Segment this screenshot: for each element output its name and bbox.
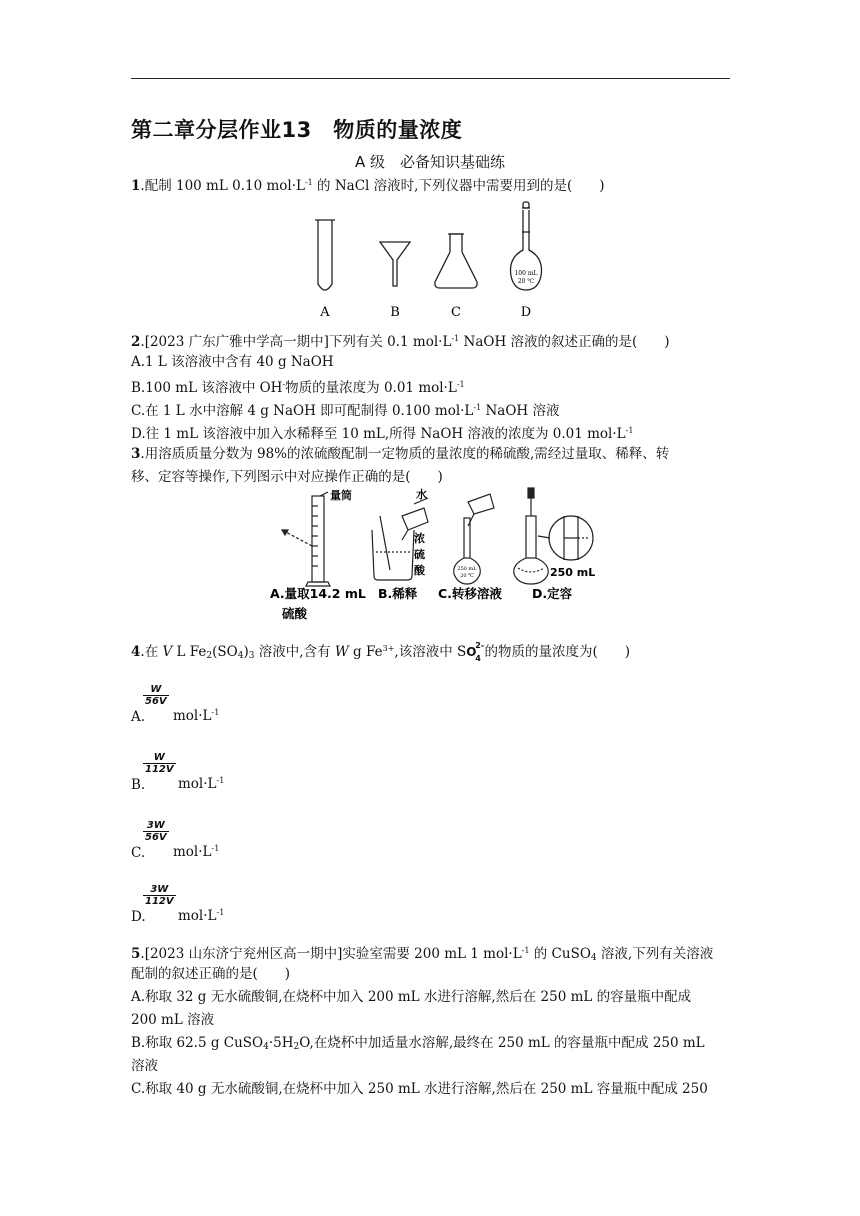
text: B.100 mL 该溶液中 OH bbox=[131, 380, 283, 396]
text: g Fe bbox=[348, 644, 383, 660]
question-4 bbox=[131, 640, 630, 665]
option-label-a: A bbox=[320, 305, 330, 320]
sup: -1 bbox=[211, 844, 220, 853]
text: 物质的量浓度为 0.01 mol·L bbox=[285, 380, 457, 396]
numerator: 3W bbox=[143, 884, 176, 896]
sup: -1 bbox=[456, 380, 465, 389]
fraction-d bbox=[143, 884, 176, 907]
numerator: W bbox=[143, 752, 176, 764]
text: .在 bbox=[140, 644, 163, 660]
q4-option-c-unit bbox=[173, 844, 219, 860]
question-number: 4 bbox=[131, 644, 141, 660]
ion-o: O bbox=[466, 645, 477, 659]
denominator: 112V bbox=[145, 896, 174, 907]
unit: mol·L bbox=[178, 776, 217, 792]
flask-temp-label: 20 ℃ bbox=[517, 278, 535, 285]
q4-option-d-unit bbox=[178, 908, 224, 924]
sup: 3+ bbox=[382, 644, 395, 653]
option-label-c: C bbox=[451, 305, 461, 320]
text: NaOH 溶液 bbox=[481, 403, 560, 419]
text: D.往 1 mL 该溶液中加入水稀释至 10 mL,所得 NaOH 溶液的浓度为 0.01 mol·L bbox=[131, 426, 626, 442]
q5-option-a-cont: 200 mL 溶液 bbox=[131, 1012, 215, 1028]
text: 的 CuSO bbox=[529, 946, 591, 962]
conical-flask-icon bbox=[435, 234, 477, 288]
sup: -1 bbox=[304, 178, 313, 187]
text: ·5H bbox=[268, 1035, 294, 1051]
numerator: 3W bbox=[143, 820, 169, 832]
text: 溶液,下列有关溶液 bbox=[596, 946, 714, 962]
fraction-b bbox=[143, 752, 176, 775]
question-number: 1 bbox=[131, 178, 141, 194]
label-acid-3: 酸 bbox=[414, 564, 425, 577]
sub: 2 bbox=[293, 1042, 300, 1052]
small-flask-temp: 20 ℃ bbox=[460, 573, 474, 579]
text: 溶液中,含有 bbox=[254, 644, 335, 660]
section-level: A 级 必备知识基础练 bbox=[354, 153, 506, 171]
test-tube-icon bbox=[315, 220, 335, 290]
text: .[2023 山东济宁兖州区高一期中]实验室需要 200 mL 1 mol·L bbox=[140, 946, 522, 962]
question-2 bbox=[131, 330, 670, 351]
q1-text2: 的 NaCl 溶液时,下列仪器中需要用到的是( ) bbox=[312, 178, 605, 194]
denominator: 56V bbox=[145, 696, 167, 707]
q2-text2: NaOH 溶液的叙述正确的是( ) bbox=[459, 334, 670, 350]
label-acid-2: 硫 bbox=[414, 548, 425, 561]
unit: mol·L bbox=[178, 908, 217, 924]
question-3 bbox=[131, 445, 669, 463]
q2-option-c bbox=[131, 399, 560, 420]
sub: 4 bbox=[263, 1042, 269, 1052]
sub: 4 bbox=[237, 651, 244, 661]
flask-volume-label: 100 mL bbox=[514, 270, 538, 277]
label-acid-1: 浓 bbox=[414, 532, 425, 545]
text: (SO bbox=[212, 644, 238, 660]
unit: mol·L bbox=[173, 708, 212, 724]
fraction-c bbox=[143, 820, 169, 843]
q3-text-cont: 移、定容等操作,下列图示中对应操作正确的是( ) bbox=[131, 469, 443, 485]
q5-option-c: C.称取 40 g 无水硫酸铜,在烧杯中加入 250 mL 水进行溶解,然后在 250 mL 容量瓶中配成 250 bbox=[131, 1081, 708, 1097]
ion-sup: 2- bbox=[475, 641, 485, 650]
q4-option-a-label: A. bbox=[131, 709, 146, 725]
sup: -1 bbox=[216, 908, 225, 917]
q4-option-d-label: D. bbox=[131, 909, 146, 925]
question-5 bbox=[131, 942, 713, 967]
q4-option-b-label: B. bbox=[131, 777, 146, 793]
caption-b: B.稀释 bbox=[378, 586, 418, 601]
q2-text: .[2023 广东广雅中学高一期中]下列有关 0.1 mol·L bbox=[140, 334, 452, 350]
text: O,在烧杯中加适量水溶解,最终在 250 mL 的容量瓶中配成 250 mL bbox=[299, 1035, 705, 1051]
small-flask-volume: 250 mL bbox=[457, 566, 477, 572]
q5-option-b-cont: 溶液 bbox=[131, 1058, 158, 1074]
question-number: 2 bbox=[131, 334, 141, 350]
sulfate-ion bbox=[466, 641, 485, 663]
sup: -1 bbox=[211, 708, 220, 717]
option-label-d: D bbox=[520, 305, 532, 320]
top-rule bbox=[131, 78, 730, 79]
text: L Fe bbox=[172, 644, 207, 660]
q2-option-d bbox=[131, 422, 633, 443]
sup: -1 bbox=[521, 946, 530, 955]
label-water: 水 bbox=[416, 488, 427, 501]
sup: -1 bbox=[473, 403, 482, 412]
funnel-icon bbox=[380, 242, 410, 286]
caption-d: D.定容 bbox=[532, 586, 573, 601]
text: B.称取 62.5 g CuSO bbox=[131, 1035, 264, 1051]
q4-option-b-unit bbox=[178, 776, 224, 792]
q5-option-b bbox=[131, 1034, 705, 1056]
sup: - bbox=[282, 380, 286, 389]
sup: -1 bbox=[451, 334, 460, 343]
sub: 2 bbox=[206, 651, 213, 661]
label-graduated-cylinder: 量筒 bbox=[330, 489, 352, 502]
q4-option-a-unit bbox=[173, 708, 219, 724]
option-label-b: B bbox=[390, 305, 400, 320]
question-1 bbox=[131, 174, 604, 195]
text: C.在 1 L 水中溶解 4 g NaOH 即可配制得 0.100 mol·L bbox=[131, 403, 474, 419]
denominator: 56V bbox=[145, 832, 167, 843]
q3-figure bbox=[268, 486, 608, 628]
denominator: 112V bbox=[145, 764, 174, 775]
caption-c: C.转移溶液 bbox=[438, 586, 502, 601]
caption-a: A.量取14.2 mL bbox=[270, 586, 366, 601]
q1-figure bbox=[300, 198, 570, 322]
var-v: V bbox=[162, 644, 173, 660]
text: ,该溶液中 S bbox=[394, 644, 467, 660]
caption-a-cont: 硫酸 bbox=[282, 606, 308, 621]
q2-option-a: A.1 L 该溶液中含有 40 g NaOH bbox=[131, 354, 334, 370]
q2-option-b bbox=[131, 376, 465, 397]
text: 的物质的量浓度为( ) bbox=[484, 644, 630, 660]
q3-text: .用溶质质量分数为 98%的浓硫酸配制一定物质的量浓度的稀硫酸,需经过量取、稀释、转 bbox=[140, 446, 670, 462]
label-250ml: 250 mL bbox=[550, 566, 596, 579]
unit: mol·L bbox=[173, 844, 212, 860]
q5-option-a: A.称取 32 g 无水硫酸铜,在烧杯中加入 200 mL 水进行溶解,然后在 250 mL 的容量瓶中配成 bbox=[131, 989, 692, 1005]
question-number: 5 bbox=[131, 946, 141, 962]
graduated-cylinder-icon bbox=[282, 492, 330, 586]
numerator: W bbox=[143, 684, 169, 696]
question-number: 3 bbox=[131, 446, 141, 462]
q1-text: .配制 100 mL 0.10 mol·L bbox=[140, 178, 305, 194]
ion-sub: 4 bbox=[475, 654, 481, 663]
q5-text-cont: 配制的叙述正确的是( ) bbox=[131, 966, 291, 982]
page-title: 第二章分层作业13 物质的量浓度 bbox=[131, 118, 463, 142]
sup: -1 bbox=[216, 776, 225, 785]
var-w: W bbox=[334, 644, 349, 660]
sub: 4 bbox=[590, 953, 597, 963]
q4-option-c-label: C. bbox=[131, 845, 146, 861]
sub: 3 bbox=[248, 651, 255, 661]
fraction-a bbox=[143, 684, 169, 707]
sup: -1 bbox=[625, 426, 634, 435]
text: ) bbox=[243, 644, 249, 660]
